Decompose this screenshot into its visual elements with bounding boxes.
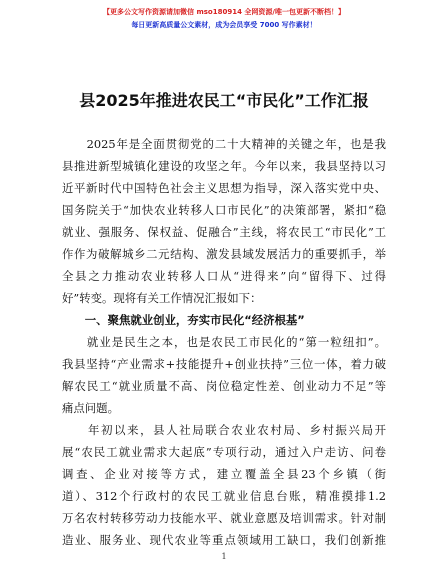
- promo-banner-blue: 每日更新高质量公文素材，成为会员享受 7000 写作素材！: [131, 21, 317, 29]
- body-line: 调查、企业对接等方式，建立覆盖全县23个乡镇（街: [62, 467, 386, 481]
- body-line: 痛点问题。: [62, 401, 119, 415]
- body-line: 作作为破解城乡二元结构、激发县域发展活力的重要抓手，举: [62, 247, 386, 261]
- body-line: 道）、312个行政村的农民工就业信息台账，精准摸排1.2: [62, 489, 386, 503]
- body-line: 近平新时代中国特色社会主义思想为指导，深入落实党中央、: [62, 181, 386, 195]
- body-line: 年初以来，县人社局联合农业农村局、乡村振兴局开: [62, 423, 386, 437]
- body-line: 2025年是全面贯彻党的二十大精神的关键之年，也是我: [62, 137, 386, 151]
- body-line: 解农民工“就业质量不高、岗位稳定性差、创业动力不足”等: [62, 379, 386, 393]
- body-line: 就业是民生之本，也是农民工市民化的“第一粒纽扣”。: [62, 335, 386, 349]
- document-title: 县2025年推进农民工“市民化”工作汇报: [79, 91, 369, 110]
- body-line: 好”转变。现将有关工作情况汇报如下：: [62, 291, 262, 305]
- body-line: 县推进新型城镇化建设的攻坚之年。今年以来，我县坚持以习: [62, 159, 386, 173]
- body-line: 我县坚持“产业需求+技能提升+创业扶持”三位一体，着力破: [62, 357, 386, 371]
- body-line: 展“农民工就业需求大起底”专项行动，通过入户走访、问卷: [62, 445, 386, 459]
- body-line: 全县之力推动农业转移人口从“进得来”向“留得下、过得: [62, 269, 386, 283]
- body-line: 就业、强服务、保权益、促融合”主线，将农民工“市民化”工: [62, 225, 386, 239]
- body-line: 万名农村转移劳动力技能水平、就业意愿及培训需求。针对制: [62, 511, 386, 525]
- promo-banner-red: 【更多公文写作资源请加微信 mso180914 全网资源/唯一包更新不断档！】: [103, 8, 345, 16]
- body-line: 国务院关于“加快农业转移人口市民化”的决策部署，紧扣“稳: [62, 203, 386, 217]
- section-heading: 一、聚焦就业创业，夯实市民化“经济根基”: [62, 313, 305, 327]
- page-number: 1: [221, 552, 227, 561]
- body-line: 造业、服务业、现代农业等重点领域用工缺口，我们创新推: [62, 533, 386, 547]
